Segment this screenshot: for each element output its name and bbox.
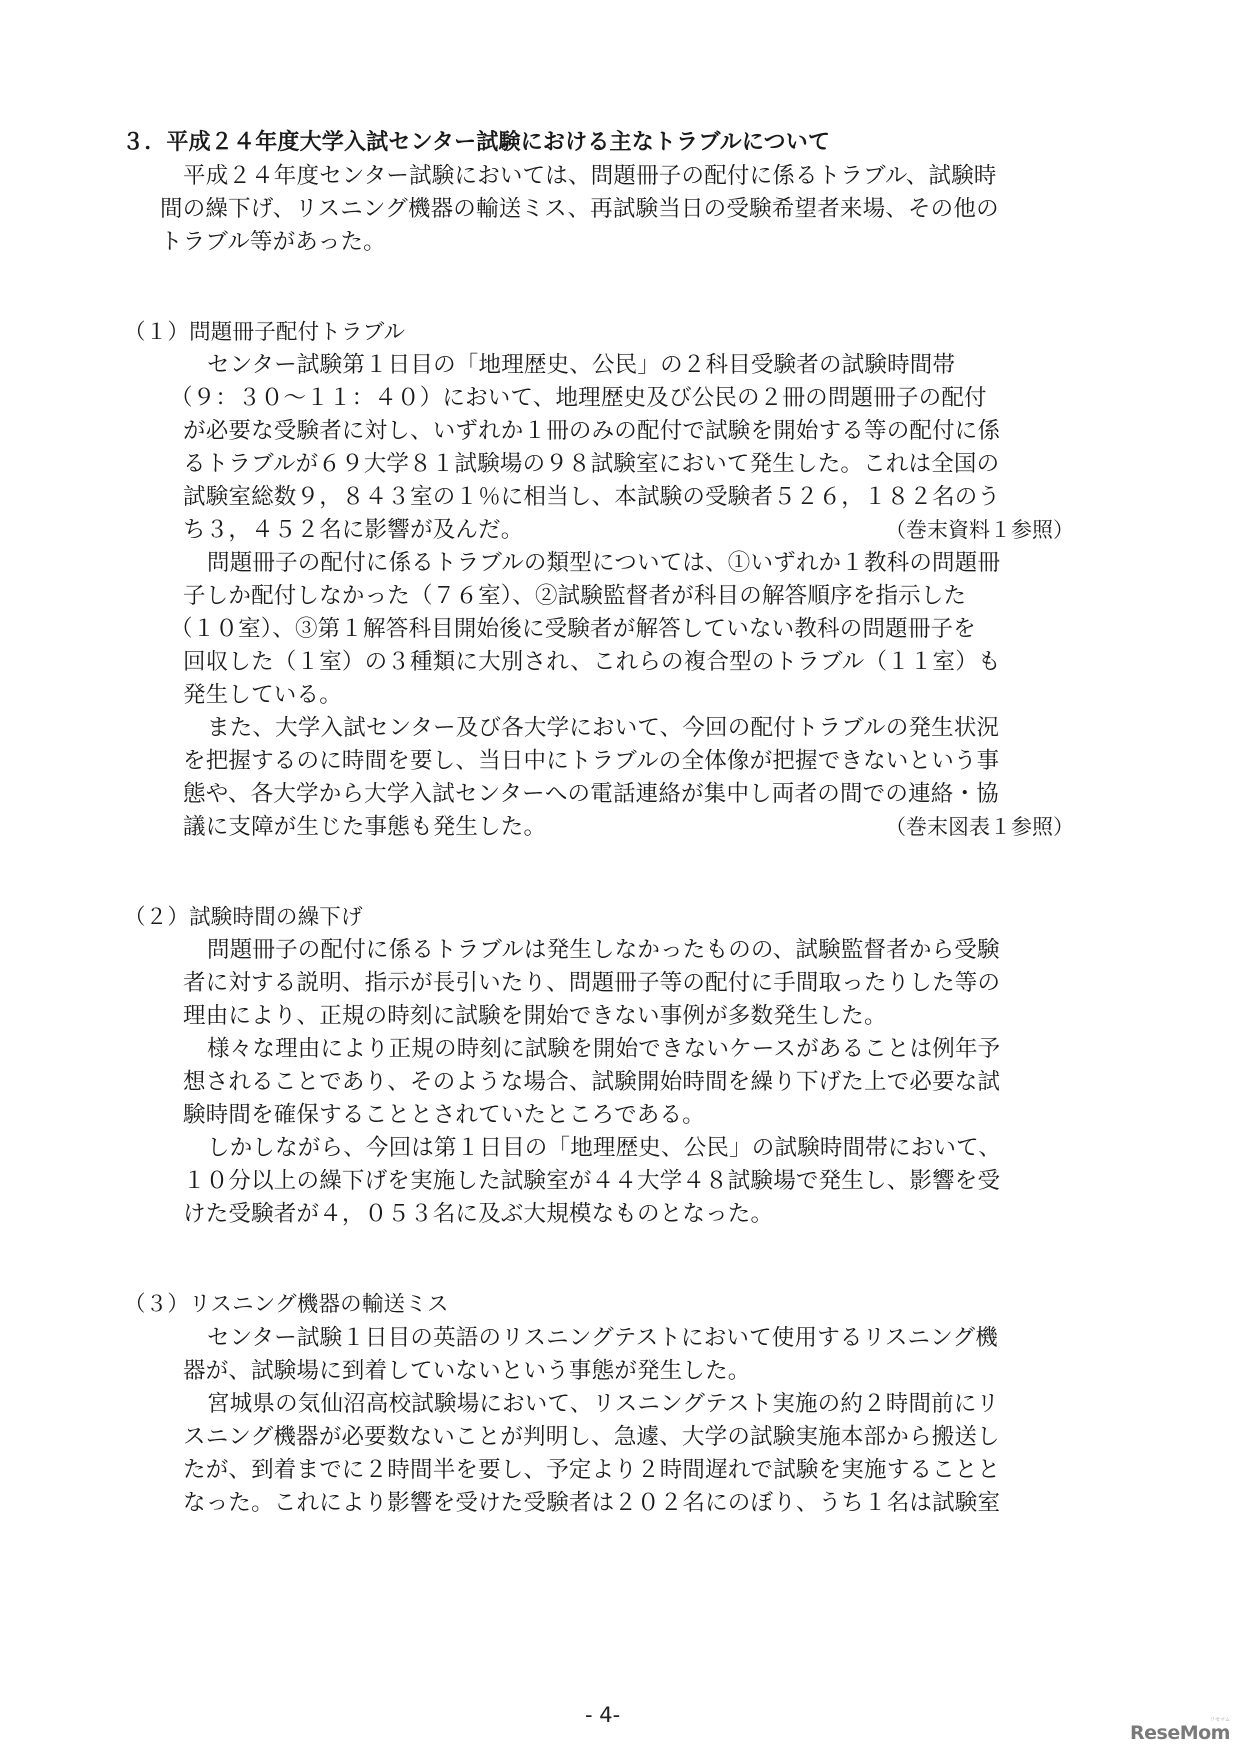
watermark-logo-caption: リセマム bbox=[1210, 1717, 1230, 1723]
paragraph-line: 理由により、正規の時刻に試験を開始できない事例が多数発生した。 bbox=[183, 1003, 887, 1029]
paragraph-line: 試験室総数９，８４３室の１％に相当し、本試験の受験者５２６，１８２名のう bbox=[183, 484, 1001, 510]
paragraph-line: しかしながら、今回は第１日目の「地理歴史、公民」の試験時間帯において、 bbox=[207, 1135, 1002, 1161]
paragraph-line: １０分以上の繰下げを実施した試験室が４４大学４８試験場で発生し、影響を受 bbox=[183, 1168, 1001, 1194]
paragraph-line: けた受験者が４，０５３名に及ぶ大規模なものとなった。 bbox=[183, 1201, 774, 1227]
paragraph-line: センター試験１日目の英語のリスニングテストにおいて使用するリスニング機 bbox=[207, 1325, 998, 1351]
paragraph-line: 問題冊子の配付に係るトラブルは発生しなかったものの、試験監督者から受験 bbox=[207, 937, 1000, 963]
paragraph-line: 子しか配付しなかった（７６室）、②試験監督者が科目の解答順序を指示した bbox=[183, 583, 967, 609]
paragraph-line: 験時間を確保することとされていたところである。 bbox=[183, 1102, 705, 1128]
reference-note: （巻末図表１参照） bbox=[885, 815, 1074, 839]
section-title: ３．平成２４年度大学入試センター試験における主なトラブルについて bbox=[122, 130, 831, 155]
paragraph-line: 想されることであり、そのような場合、試験開始時間を繰り下げた上で必要な試 bbox=[183, 1069, 1001, 1095]
paragraph-line: 発生している。 bbox=[183, 682, 342, 708]
paragraph-line: ち３，４５２名に影響が及んだ。 bbox=[183, 517, 524, 543]
intro-line: 平成２４年度センター試験においては、問題冊子の配付に係るトラブル、試験時 bbox=[183, 163, 997, 189]
paragraph-line: 問題冊子の配付に係るトラブルの類型については、①いずれか１教科の問題冊 bbox=[207, 550, 1001, 576]
paragraph-line: が必要な受験者に対し、いずれか１冊のみの配付で試験を開始する等の配付に係 bbox=[183, 418, 1001, 444]
subsection-title-3: （３）リスニング機器の輸送ミス bbox=[124, 1292, 449, 1317]
intro-line: トラブル等があった。 bbox=[160, 229, 386, 255]
paragraph-line: なった。これにより影響を受けた受験者は２０２名にのぼり、うち１名は試験室 bbox=[183, 1490, 1001, 1516]
paragraph-line: るトラブルが６９大学８１試験場の９８試験室において発生した。これは全国の bbox=[183, 451, 1000, 477]
paragraph-line: 態や、各大学から大学入試センターへの電話連絡が集中し両者の間での連絡・協 bbox=[183, 781, 999, 807]
paragraph-line: 器が、試験場に到着していないという事態が発生した。 bbox=[183, 1358, 751, 1384]
paragraph-line: （１０室）、③第１解答科目開始後に受験者が解答していない教科の問題冊子を bbox=[170, 616, 976, 642]
watermark-logo: ReseMom bbox=[1130, 1722, 1230, 1744]
paragraph-line: センター試験第１日目の「地理歴史、公民」の２科目受験者の試験時間帯 bbox=[207, 352, 956, 378]
paragraph-line: を把握するのに時間を要し、当日中にトラブルの全体像が把握できないという事 bbox=[183, 748, 1000, 774]
paragraph-line: 宮城県の気仙沼高校試験場において、リスニングテスト実施の約２時間前にリ bbox=[207, 1391, 1000, 1417]
intro-line: 間の繰下げ、リスニング機器の輸送ミス、再試験当日の受験希望者来場、その他の bbox=[160, 196, 999, 222]
subsection-title-2: （２）試験時間の繰下げ bbox=[124, 905, 363, 930]
subsection-title-1: （１）問題冊子配付トラブル bbox=[124, 320, 406, 345]
reference-note: （巻末資料１参照） bbox=[885, 518, 1074, 542]
paragraph-line: たが、到着までに２時間半を要し、予定より２時間遅れで試験を実施することと bbox=[183, 1457, 1001, 1483]
page-number: - 4- bbox=[585, 1703, 621, 1727]
paragraph-line: 者に対する説明、指示が長引いたり、問題冊子等の配付に手間取ったりした等の bbox=[183, 970, 1001, 996]
paragraph-line: また、大学入試センター及び各大学において、今回の配付トラブルの発生状況 bbox=[207, 715, 1000, 741]
paragraph-line: 議に支障が生じた事態も発生した。 bbox=[183, 814, 547, 840]
paragraph-line: （９：３０～１１：４０）において、地理歴史及び公民の２冊の問題冊子の配付 bbox=[170, 385, 987, 411]
paragraph-line: スニング機器が必要数ないことが判明し、急遽、大学の試験実施本部から搬送し bbox=[183, 1424, 1000, 1450]
paragraph-line: 回収した（１室）の３種類に大別され、これらの複合型のトラブル（１１室）も bbox=[183, 649, 1001, 675]
paragraph-line: 様々な理由により正規の時刻に試験を開始できないケースがあることは例年予 bbox=[207, 1036, 1001, 1062]
